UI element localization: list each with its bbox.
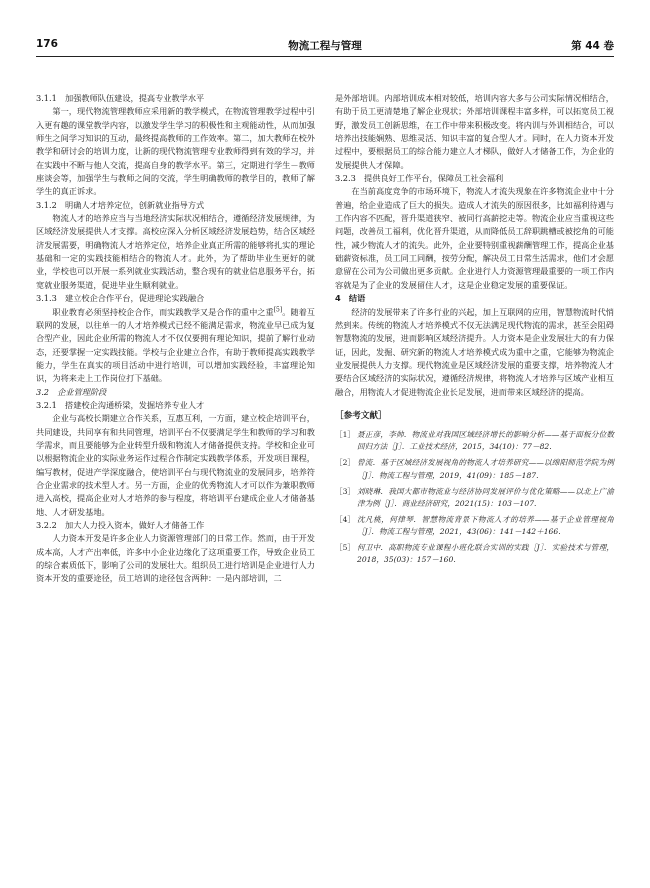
reference-text: 何卫中．高职物流专业课程小班化联合实训的实践［J］．实验技术与管理，2018，35(03)：157－160. bbox=[357, 543, 614, 565]
reference-text: 曾流．基于区域经济发展视角的物流人才培养研究——以绵阳师范学院为例［J］．物流工程与管理，2019，41(09)：185－187. bbox=[357, 458, 614, 480]
volume-label: 第 44 卷 bbox=[571, 40, 614, 52]
references-title: ［参考文献］ bbox=[335, 410, 387, 421]
reference-item bbox=[335, 457, 614, 481]
reference-number: ［3］ bbox=[335, 486, 356, 496]
section-heading: 3.1.3 建立校企合作平台，促进理论实践融合 bbox=[36, 293, 205, 304]
journal-title: 物流工程与管理 bbox=[288, 40, 362, 52]
section-heading: 3.1.1 加强教师队伍建设，提高专业教学水平 bbox=[36, 93, 205, 103]
paragraph-text: 。随着互联网的发展，以往单一的人才培养模式已经不能满足需求，物流业早已成为复合型产业，因此企业所需的物流人才不仅仅要拥有理论知识，提前了解行业动态，还要掌握一定实践技能。学校与企业建立合作，有助于教师提高实践教学能力，学生在真实的项目活动中进行培训，可以增加实践经验，丰富理论知识，为将来走上工作岗位打下基础。 bbox=[36, 306, 315, 384]
left-column bbox=[36, 92, 315, 586]
reference-number: ［5］ bbox=[335, 543, 356, 552]
references-list bbox=[335, 429, 614, 566]
paragraph: 物流人才的培养应当与当地经济实际状况相结合，遵循经济发展规律，为区域经济发展提供人才支撑。高校应深入分析区域经济发展趋势，结合区域经济发展需要，明确物流人才培养定位，培养企业真正所需的能够将扎实的理论基础和一定的实践技能相结合的物流人才。此外，为了帮助毕业生更好的就业，学校也可以开展一系列就业实践活动，整合现有的就业信息服务平台，拓宽就业服务渠道，促进毕业生顺利就业。 bbox=[36, 213, 315, 290]
paragraph: 在当前高度竞争的市场环境下，物流人才流失现象在许多物流企业中十分普遍，给企业造成了巨大的损失。造成人才流失的原因很多，比如福利待遇与工作内容不匹配，晋升渠道狭窄、被同行高薪挖走等。物流企业应当重视这些问题，改善员工福利，优化晋升渠道，从而降低员工辞职跳槽或被挖角的可能性，减少物流人才的流失。此外，企业要特别重视薪酬管理工作，提高企业基础薪资标准，员工同工同酬，按劳分配，解决员工日常生活需求，他们才会愿意留在公司为公司做出更多贡献。企业进行人力资源管理最重要的一项工作内容就是为了企业的发展留住人才，这是企业稳定发展的重要保证。 bbox=[335, 186, 614, 290]
paragraph: 第一，现代物流管理教师应采用新的教学模式，在物流管理教学过程中引入更有趣的课堂教学内容，以激发学生学习的积极性和主观能动性，从而加强师生之间学习知识的互动，最终提高教师的工作效率。第二，加大教师在校外教学和研讨会的培训力度，让新的现代物流管理专业教师得到有效的学习，并在实践中不断与他人交流，提高自身的教学水平。第三，定期进行学生－教师座谈会等，加强学生与教师之间的交流，学生明确教师的教学目的，教师了解学生的真正诉求。 bbox=[36, 106, 315, 197]
reference-text: 聂正彦，李帅．物流业对我国区域经济增长的影响分析——基于面板分位数回归方法［J］．工业技术经济，2015，34(10)：77－82. bbox=[357, 430, 614, 452]
section-heading: 3.2.3 提供良好工作平台，保障员工社会福利 bbox=[335, 173, 504, 184]
reference-number: ［2］ bbox=[335, 458, 356, 468]
paragraph: 是外部培训。内部培训成本相对较低，培训内容大多与公司实际情况相结合，有助于员工更清楚地了解企业现状；外部培训课程丰富多样，可以拓宽员工视野，激发员工创新思维，在工作中带来积极改变。将内训与外训相结合，可以培养出技能娴熟、思维灵活、知识丰富的复合型人才。同时，在人力资本开发过程中，要根据员工的综合能力建立人才梯队，做好人才储备工作，为企业的发展提供人才保障。 bbox=[335, 93, 614, 170]
right-column bbox=[335, 92, 614, 570]
paragraph-with-citation bbox=[36, 306, 315, 386]
reference-item bbox=[335, 429, 614, 453]
header-rule bbox=[36, 56, 614, 57]
section-heading-conclusion: 4 结语 bbox=[335, 293, 366, 304]
reference-item bbox=[335, 514, 614, 538]
section-heading: 3.1.2 明确人才培养定位，创新就业指导方式 bbox=[36, 199, 205, 210]
section-heading: 3.2.2 加大人力投入资本，做好人才储备工作 bbox=[36, 520, 205, 530]
paragraph-text: 职业教育必须坚持校企合作，而实践教学又是合作的重中之重 bbox=[52, 306, 274, 317]
page-number: 176 bbox=[36, 38, 58, 50]
page-header bbox=[36, 38, 614, 54]
reference-text: 沈凡桃，何律琴．智慧物流背景下物流人才的培养——基于企业管理视角［J］．物流工程与管理，2021，43(06)：141－142＋166. bbox=[357, 514, 614, 536]
reference-text: 刘晓琳．我国大都市物流业与经济协同发展评价与优化策略——以北上广渝津为例［J］．商业经济研究，2021(15)：103－107. bbox=[357, 486, 614, 508]
reference-item bbox=[335, 542, 614, 566]
paragraph: 人力资本开发是许多企业人力资源管理部门的日常工作。然而，由于开发成本高，人才产出率低，许多中小企业边缘化了这项重要工作，导致企业员工的综合素质低下，影响了公司的发展壮大。组织员工进行培训是企业进行人力资本开发的重要途径，员工培训的途径包含两种：一是内部培训，二 bbox=[36, 533, 315, 584]
citation-marker: [5] bbox=[273, 305, 283, 313]
reference-number: ［4］ bbox=[335, 514, 356, 524]
section-heading: 3.2 企业管理阶段 bbox=[36, 386, 107, 397]
reference-item bbox=[335, 486, 614, 510]
section-heading: 3.2.1 搭建校企沟通桥梁，发掘培养专业人才 bbox=[36, 399, 205, 410]
reference-number: ［1］ bbox=[335, 430, 356, 440]
paragraph: 企业与高校长期建立合作关系，互惠互利，一方面，建立校企培训平台，共同建设，共同享有和共同管理，培训平台不仅要满足学生和教师的学习和教学需求，而且要能够为企业转型升级和物流人才储备提供支持。学校和企业可以根据物流企业的实际业务运作过程合作制定实践教学体系，开发项目课程，编写教材，促进产学深度融合，使培训平台与现代物流业的发展同步，培养符合企业需求的技术型人才。另一方面，企业的优秀物流人才可以作为兼职教师进入高校，提高企业对人才培养的参与程度，将培训平台建成企业人才储备基地、人才研发基地。 bbox=[36, 413, 315, 517]
paragraph: 经济的发展带来了许多行业的兴起，加上互联网的应用，智慧物流时代悄然到来。传统的物流人才培养模式不仅无法满足现代物流的需求，甚至会阻碍智慧物流的发展，进而影响区域经济提升。人力资本是企业发展壮大的有力保证，因此，发掘、研究新的物流人才培养模式成为重中之重，它能够为物流企业发展提供人力支撑。现代物流业是区域经济发展的重要支撑，培养物流人才要结合区域经济的实际状况，遵循经济规律，将物流人才培养与区域产业相互融合，用物流人才促进物流企业长足发展，进而带来区域经济的提高。 bbox=[335, 306, 614, 397]
